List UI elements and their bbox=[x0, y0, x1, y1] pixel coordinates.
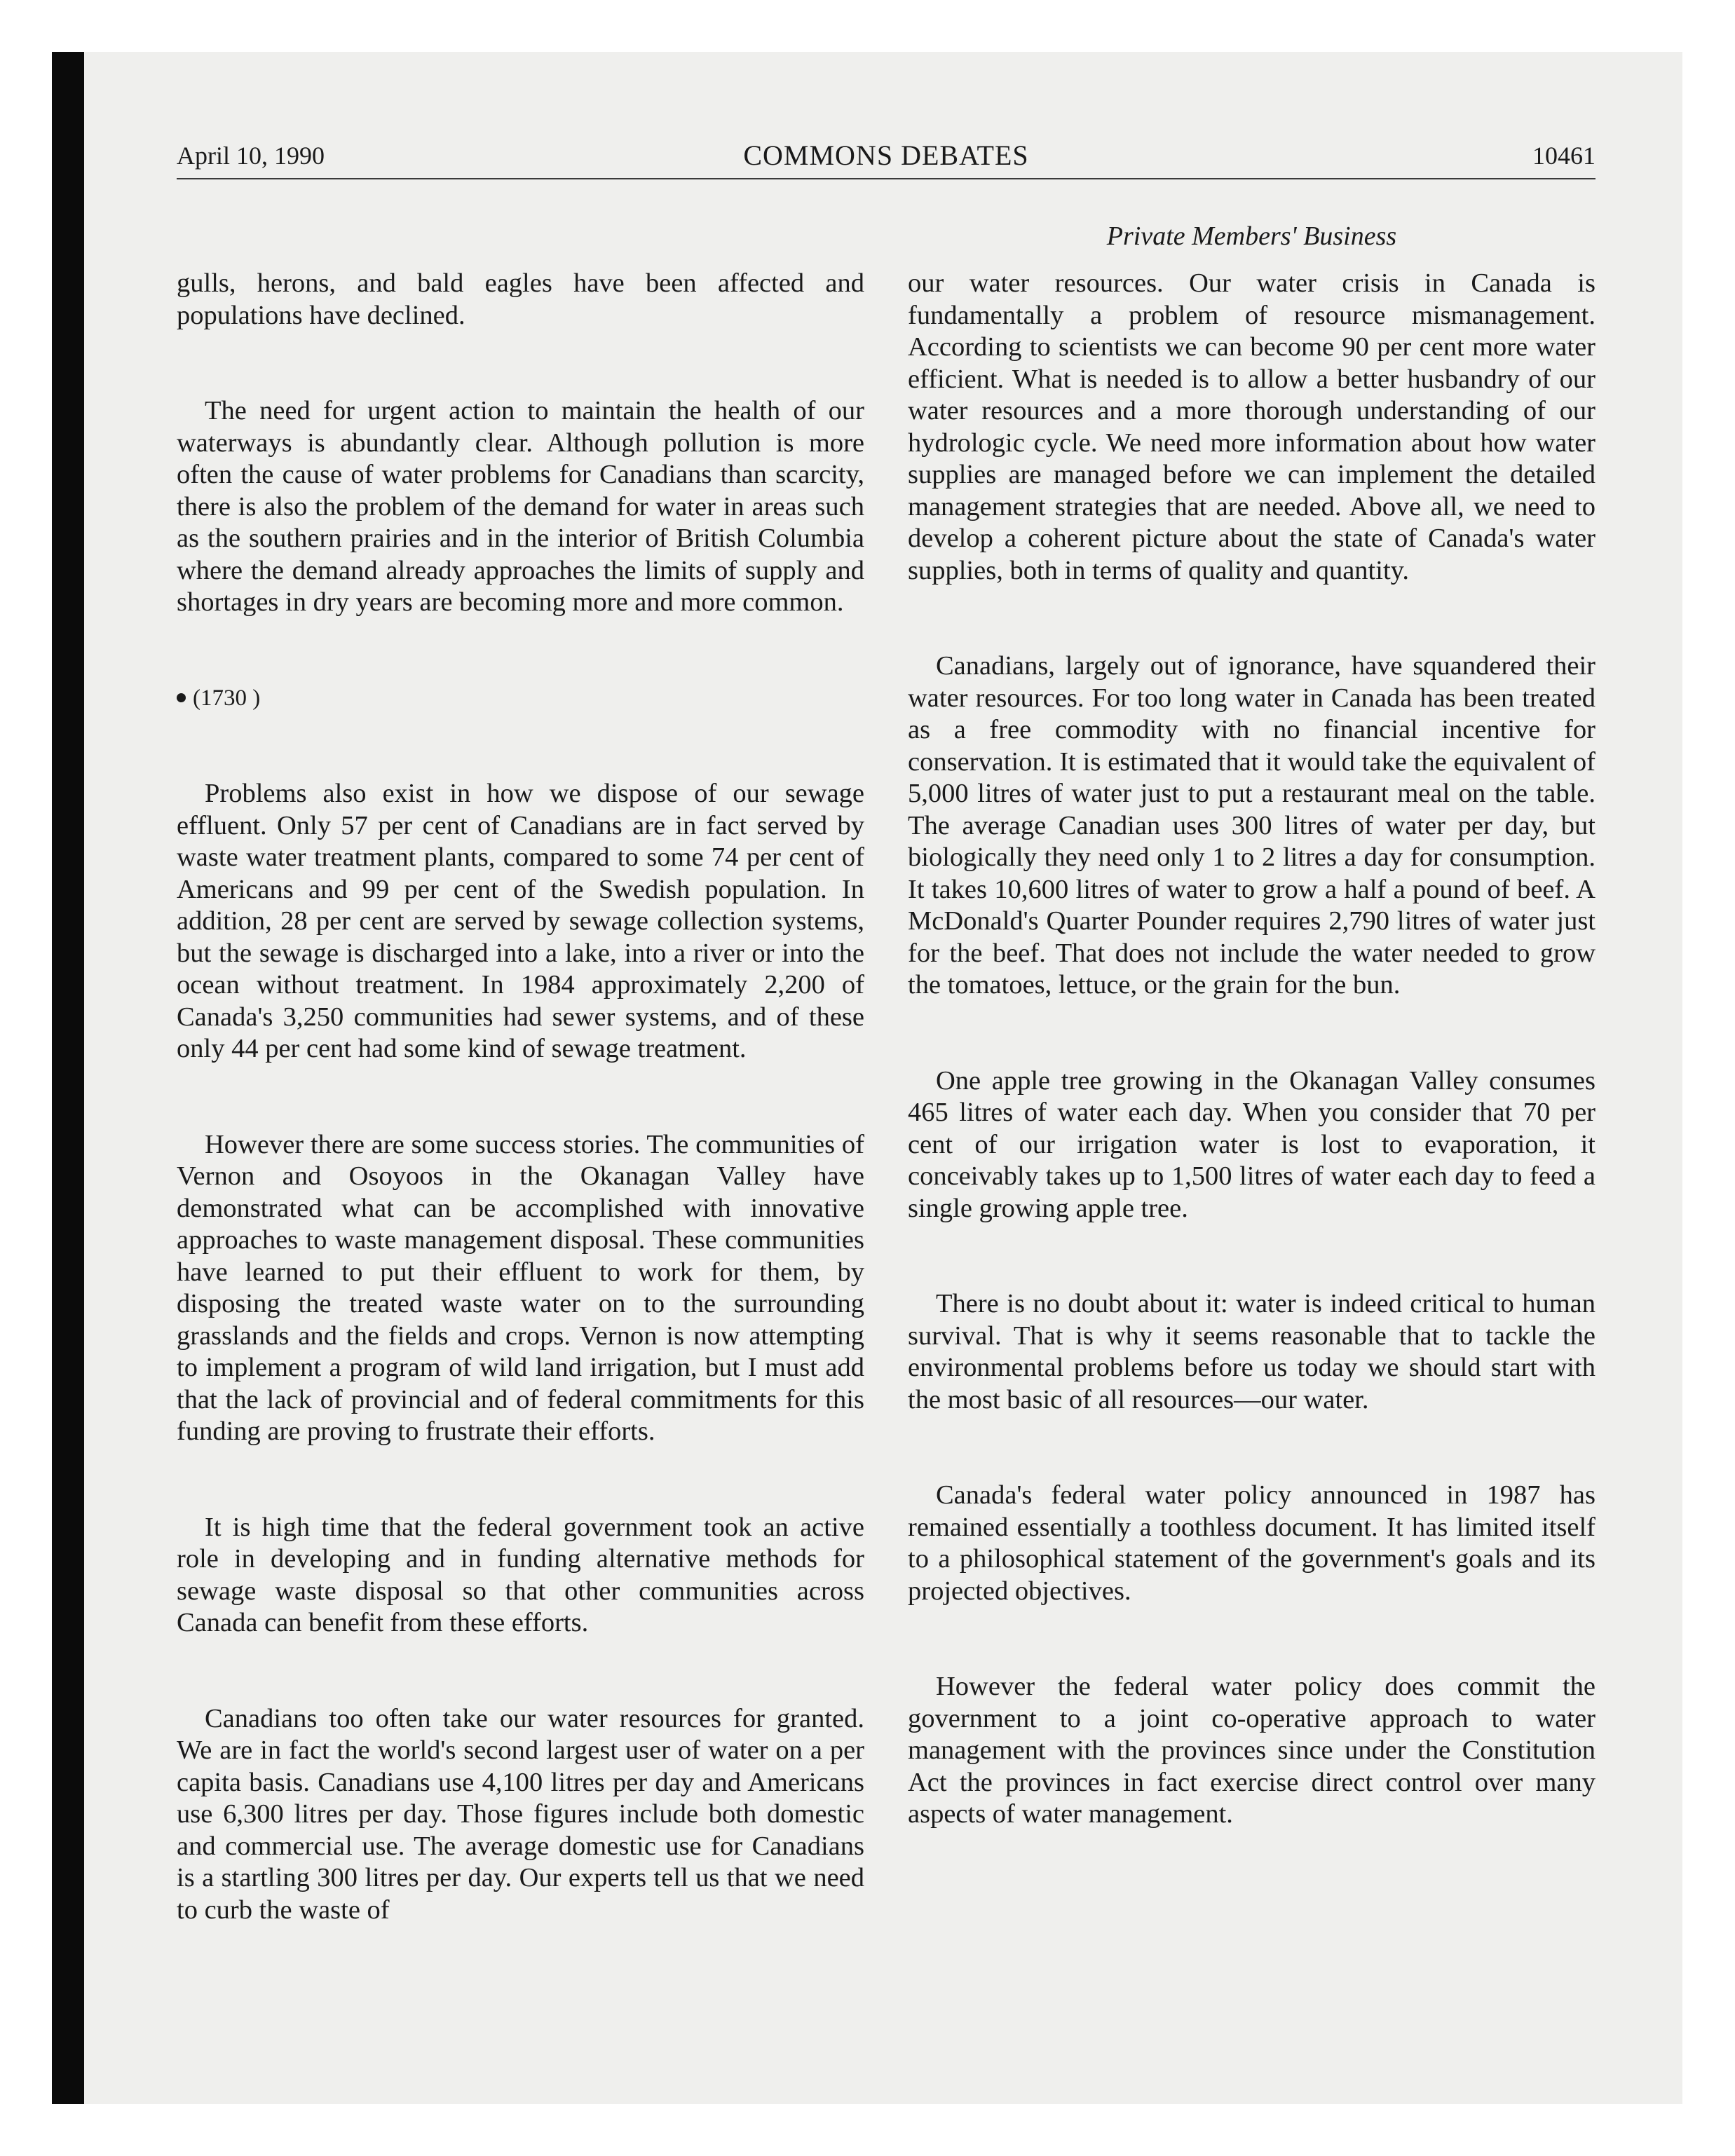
header-rule bbox=[177, 178, 1595, 179]
header-title: COMMONS DEBATES bbox=[743, 139, 1029, 171]
paragraph: There is no doubt about it: water is indeed critical to human survival. That is why it seems reasonable that to tackle the environmental problems before us today we should start with the most basic of all resources—our water. bbox=[908, 1289, 1595, 1414]
timestamp bbox=[177, 683, 864, 715]
paragraph: However the federal water policy does commit the government to a joint co-operative approach to water management with the provinces since under the Constitution Act the provinces in fact exercise direct control over many aspects of water management. bbox=[908, 1672, 1595, 1829]
paragraph: Canada's federal water policy announced in 1987 has remained essentially a toothless document. It has limited itself to a philosophical statement of the government's goals and its projected objectives. bbox=[908, 1480, 1595, 1606]
right-column bbox=[908, 268, 1595, 1831]
paragraph: Canadians, largely out of ignorance, have squandered their water resources. For too long water in Canada has been treated as a free commodity with no financial incentive for conservation. It is estimated that it would take the equivalent of 5,000 litres of water just to put a restaurant meal on the table. The average Canadian uses 300 litres of water per day, but biologically they need only 1 to 2 litres a day for consumption. It takes 10,600 litres of water to grow a half a pound of beef. A McDonald's Quarter Pounder requires 2,790 litres of water just for the beef. That does not include the water needed to grow the tomatoes, lettuce, or the grain for the bun. bbox=[908, 651, 1595, 999]
binding-edge bbox=[52, 52, 84, 2104]
paragraph: gulls, herons, and bald eagles have been affected and populations have declined. bbox=[177, 268, 864, 330]
paragraph: Problems also exist in how we dispose of our sewage effluent. Only 57 per cent of Canadians are in fact served by waste water treatment plants, compared to some 74 per cent of Americans and 99 per cent of the Swedish population. In addition, 28 per cent are served by sewage collection systems, but the sewage is discharged into a lake, into a river or into the ocean without treatment. In 1984 approximately 2,200 of Canada's 3,250 communities had sewer systems, and of these only 44 per cent had some kind of sewage treatment. bbox=[177, 779, 864, 1063]
left-column bbox=[177, 268, 864, 1926]
section-title: Private Members' Business bbox=[1106, 221, 1397, 251]
bullet-icon bbox=[177, 693, 186, 702]
paragraph: Canadians too often take our water resources for granted. We are in fact the world's second largest user of water on a per capita basis. Canadians use 4,100 litres per day and Americans use 6,300 litres per day. Those figures include both domestic and commercial use. The average domestic use for Canadians is a startling 300 litres per day. Our experts tell us that we need to curb the waste of bbox=[177, 1703, 864, 1925]
running-header bbox=[177, 135, 1595, 177]
timestamp-text: (1730 ) bbox=[193, 685, 261, 711]
header-date: April 10, 1990 bbox=[177, 142, 325, 170]
paragraph: our water resources. Our water crisis in Canada is fundamentally a problem of resource mismanagement. According to scientists we can become 90 per cent more water efficient. What is needed is to allow a better husbandry of our water resources and a more thorough understanding of our hydrologic cycle. We need more information about how water supplies are managed before we can implement the detailed management strategies that are needed. Above all, we need to develop a coherent picture about the state of Canada's water supplies, both in terms of quality and quantity. bbox=[908, 268, 1595, 585]
paragraph: It is high time that the federal government took an active role in developing and in funding alternative methods for sewage waste disposal so that other communities across Canada can benefit from these efforts. bbox=[177, 1512, 864, 1637]
paragraph: However there are some success stories. The communities of Vernon and Osoyoos in the Okanagan Valley have demonstrated what can be accomplished with innovative approaches to waste management disposal. These communities have learned to put their effluent to work for them, by disposing the treated waste water on to the surrounding grasslands and the fields and crops. Vernon is now attempting to implement a program of wild land irrigation, but I must add that the lack of provincial and of federal commitments for this funding are proving to frustrate their efforts. bbox=[177, 1129, 864, 1446]
page-number: 10461 bbox=[1532, 142, 1595, 170]
paragraph: One apple tree growing in the Okanagan Valley consumes 465 litres of water each day. When you consider that 70 per cent of our irrigation water is lost to evaporation, it conceivably takes up to 1,500 litres of water each day to feed a single growing apple tree. bbox=[908, 1065, 1595, 1223]
paragraph: The need for urgent action to maintain the health of our waterways is abundantly clear. Although pollution is more often the cause of water problems for Canadians than scarcity, there is also the problem of the demand for water in areas such as the southern prairies and in the interior of British Columbia where the demand already approaches the limits of supply and shortages in dry years are becoming more and more common. bbox=[177, 396, 864, 617]
